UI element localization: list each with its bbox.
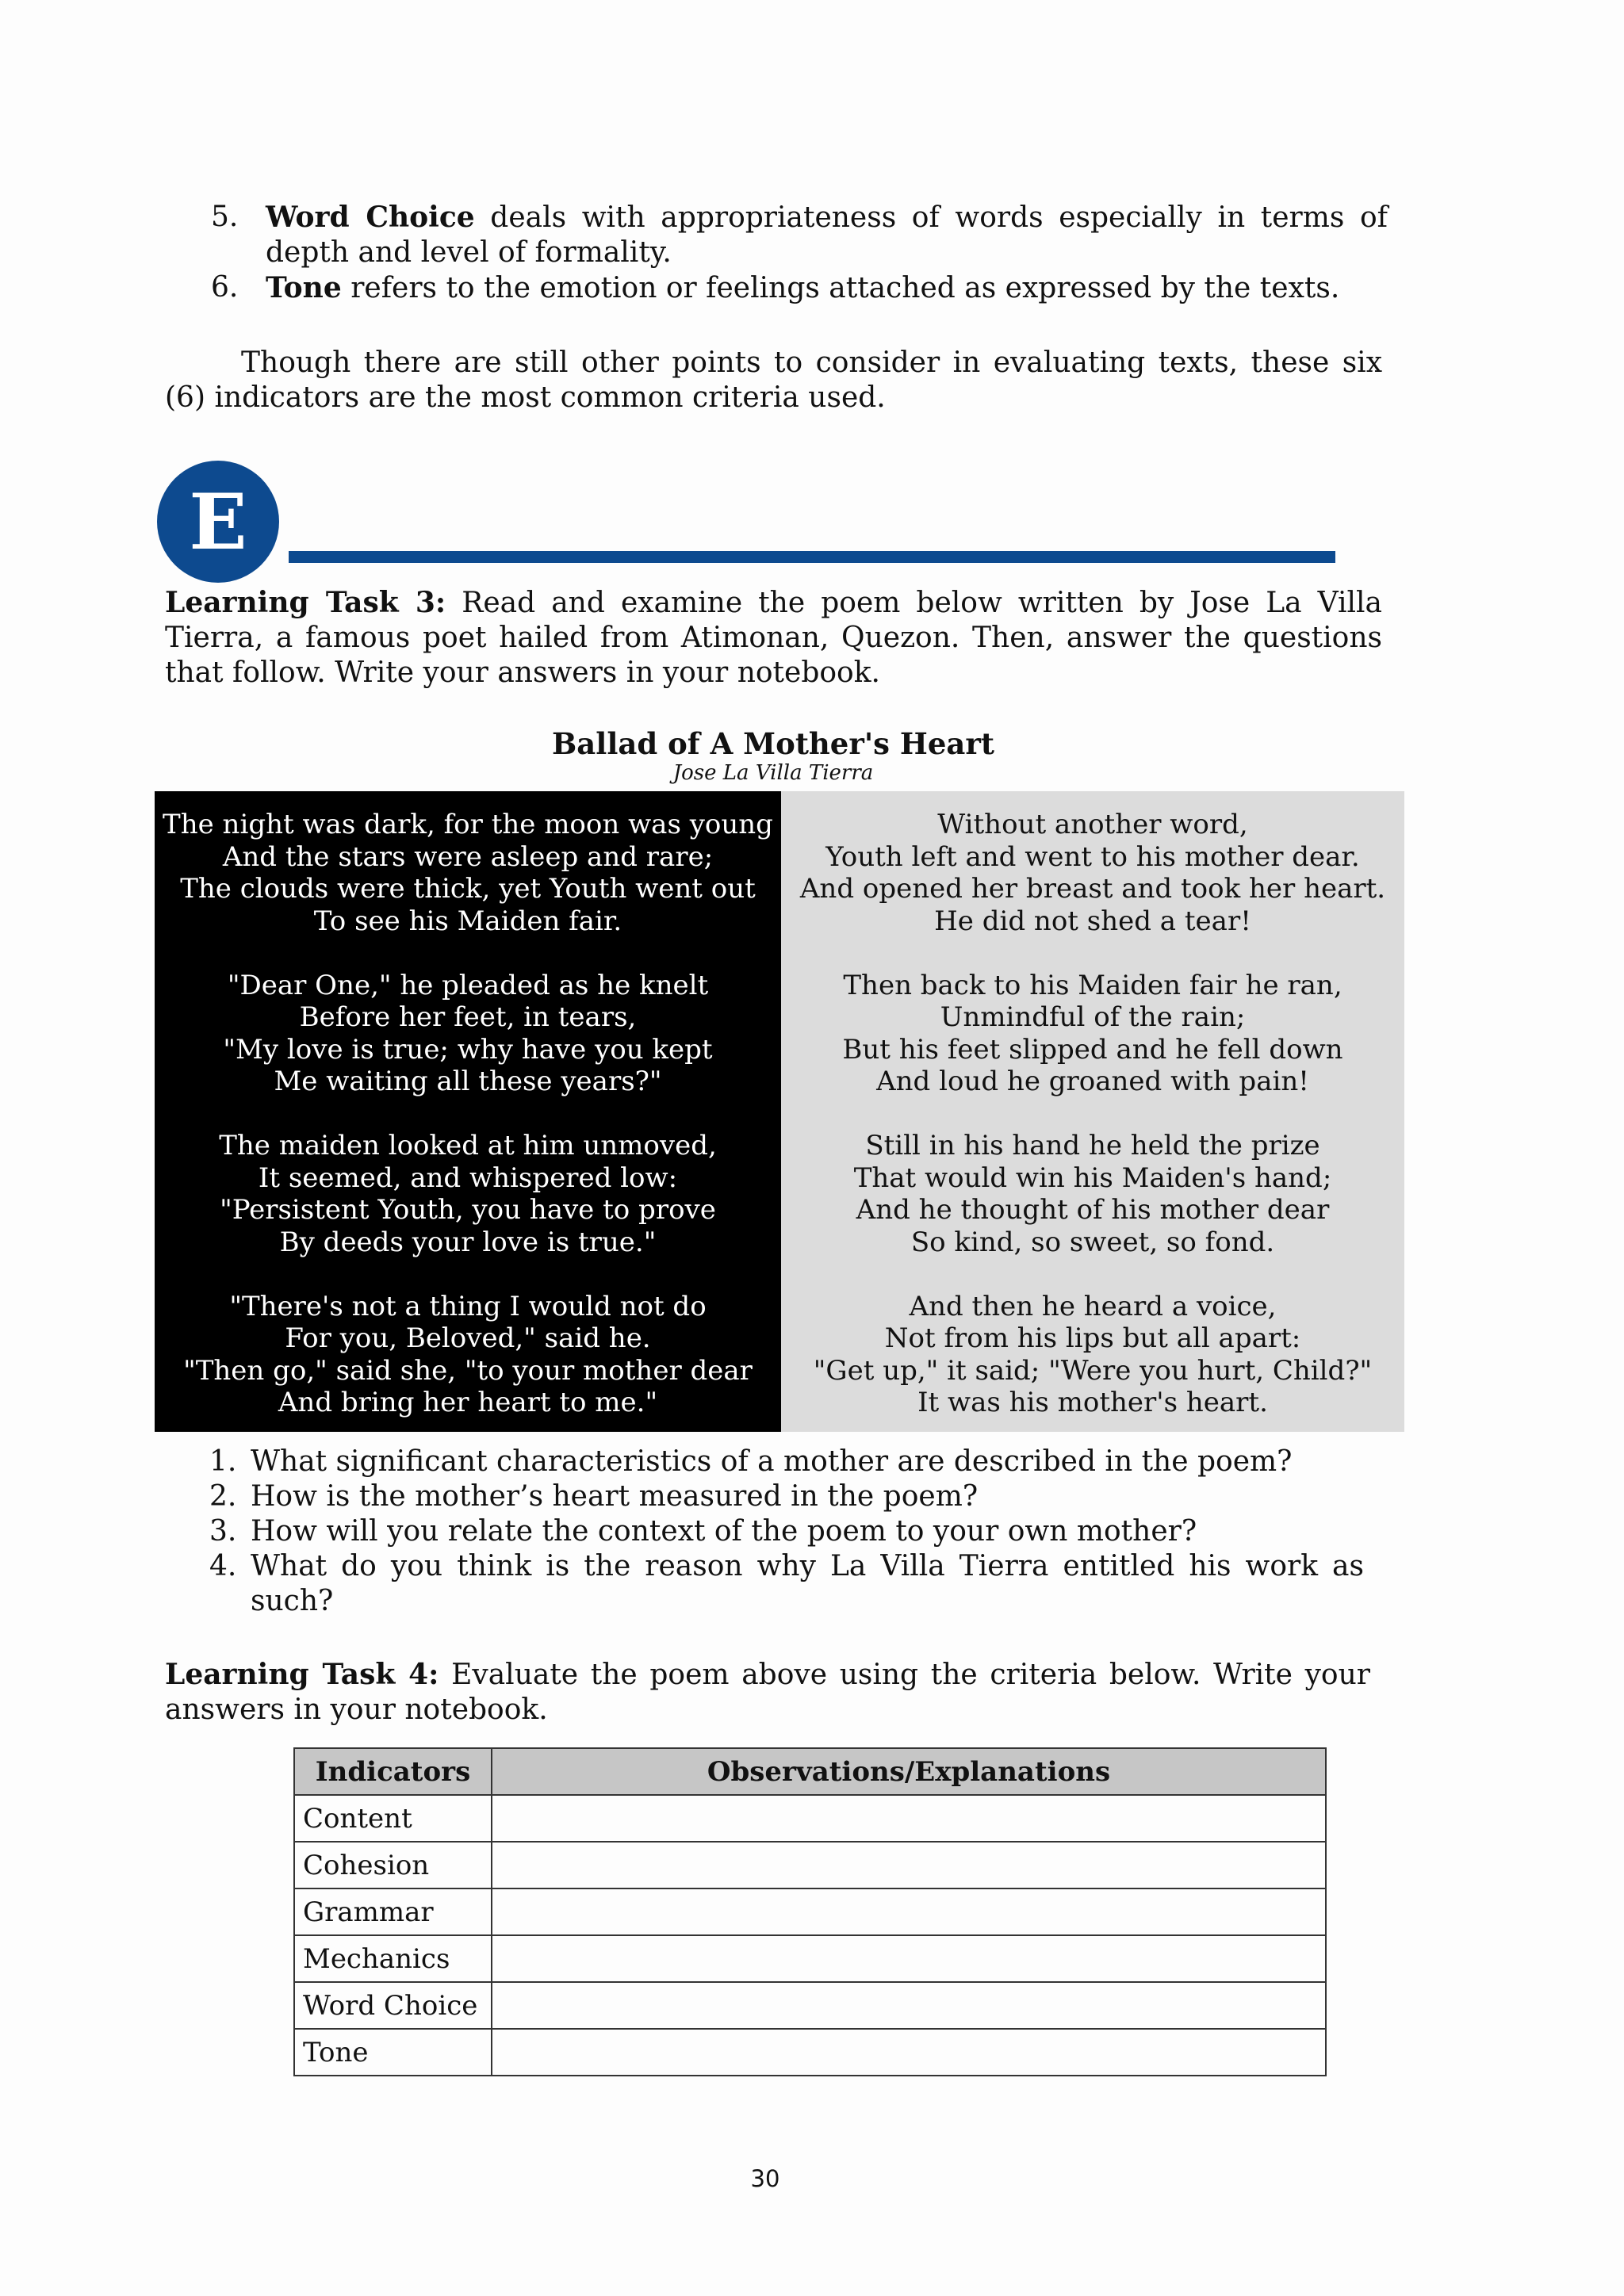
poem-line: The night was dark, for the moon was young (163, 809, 773, 840)
task-4-instructions: Evaluate the poem above using the criteria below. Write your answers in your notebook. (165, 1659, 1370, 1726)
question-text: What significant characteristics of a mother are described in the poem? (251, 1445, 1293, 1478)
question-number: 3. (209, 1515, 237, 1548)
question-item (198, 1514, 1364, 1549)
criteria-number: 5. (211, 201, 239, 233)
poem-line: He did not shed a tear! (934, 905, 1251, 937)
indicator-cell: Word Choice (294, 1982, 492, 2029)
poem-left-column (155, 791, 781, 1432)
page-number: 30 (750, 2165, 780, 2192)
observation-cell (492, 1795, 1326, 1842)
poem-line: The maiden looked at him unmoved, (219, 1130, 717, 1161)
header-indicators: Indicators (294, 1748, 492, 1795)
criteria-number: 6. (211, 271, 239, 304)
poem-line: And loud he groaned with pain! (876, 1066, 1309, 1097)
intro-paragraph: Though there are still other points to consider in evaluating texts, these six (6) indicators are the most common criteria used. (165, 346, 1382, 414)
poem-line: Without another word, (937, 809, 1248, 840)
observation-cell (492, 1888, 1326, 1935)
criteria-term: Word Choice (266, 201, 475, 234)
poem-stanza (155, 1291, 781, 1419)
poem-line: Youth left and went to his mother dear. (825, 840, 1360, 873)
question-text: How will you relate the context of the poem to your own mother? (251, 1515, 1197, 1548)
poem-stanza (155, 1130, 781, 1258)
poem-line: "Get up," it said; "Were you hurt, Child?" (813, 1354, 1373, 1387)
poem-line: The clouds were thick, yet Youth went out (180, 873, 756, 905)
question-item (198, 1549, 1364, 1619)
section-e-badge: E (157, 461, 279, 583)
table-row (294, 1982, 1326, 2029)
observation-cell (492, 1935, 1326, 1982)
table-row (294, 2029, 1326, 2076)
poem-stanza (155, 970, 781, 1098)
table-row (294, 1842, 1326, 1888)
poem-stanza (155, 809, 781, 937)
question-number: 1. (209, 1445, 237, 1478)
task-3-instructions: Read and examine the poem below written by Jose La Villa Tierra, a famous poet hailed from Atimonan, Quezon. Then, answer the questions that follow. Write your answers in your notebook. (165, 587, 1382, 689)
observation-cell (492, 2029, 1326, 2076)
task-4-label: Learning Task 4: (165, 1658, 439, 1691)
indicator-cell: Grammar (294, 1888, 492, 1935)
poem-line: Then back to his Maiden fair he ran, (843, 969, 1342, 1001)
poem-line: But his feet slipped and he fell down (842, 1033, 1343, 1066)
criteria-list (198, 200, 1388, 306)
questions-list (198, 1445, 1364, 1619)
indicator-cell: Content (294, 1795, 492, 1842)
poem-line: Me waiting all these years?" (274, 1066, 662, 1097)
poem-line: It was his mother's heart. (917, 1387, 1268, 1418)
poem-stanza (781, 1291, 1404, 1419)
poem-line: "Dear One," he pleaded as he knelt (227, 969, 709, 1001)
poem-line: Before her feet, in tears, (299, 1001, 637, 1033)
poem-line: To see his Maiden fair. (313, 905, 622, 937)
indicator-cell: Cohesion (294, 1842, 492, 1888)
task-3-label: Learning Task 3: (165, 586, 446, 619)
poem-line: "Persistent Youth, you have to prove (220, 1194, 716, 1226)
poem-line: "My love is true; why have you kept (223, 1033, 713, 1066)
table-row (294, 1795, 1326, 1842)
question-text: What do you think is the reason why La Villa Tierra entitled his work as such? (251, 1550, 1364, 1617)
header-observations: Observations/Explanations (492, 1748, 1326, 1795)
poem-line: Unmindful of the rain; (940, 1001, 1246, 1033)
poem-stanza (781, 809, 1404, 937)
question-number: 2. (209, 1480, 237, 1513)
poem-line: "Then go," said she, "to your mother dear (183, 1354, 753, 1387)
criteria-item (198, 200, 1388, 270)
poem-right-column (781, 791, 1404, 1432)
poem-line: "There's not a thing I would not do (229, 1290, 707, 1322)
poem-line: And the stars were asleep and rare; (222, 840, 714, 873)
section-divider-bar (289, 551, 1335, 563)
indicator-cell: Mechanics (294, 1935, 492, 1982)
indicator-cell: Tone (294, 2029, 492, 2076)
evaluation-table (293, 1747, 1327, 2076)
observation-cell (492, 1982, 1326, 2029)
poem-line: And bring her heart to me." (278, 1387, 658, 1418)
poem-line: By deeds your love is true." (279, 1226, 657, 1258)
learning-task-4 (165, 1657, 1370, 1728)
poem-line: So kind, so sweet, so fond. (910, 1226, 1275, 1258)
poem-line: And opened her breast and took her heart. (799, 873, 1386, 905)
question-item (198, 1479, 1364, 1514)
question-number: 4. (209, 1550, 237, 1582)
poem-title: Ballad of A Mother's Heart (552, 726, 994, 761)
poem-line: It seemed, and whispered low: (258, 1161, 678, 1194)
poem-line: That would win his Maiden's hand; (853, 1161, 1332, 1194)
poem-line: Not from his lips but all apart: (884, 1322, 1301, 1354)
criteria-description: deals with appropriateness of words especially in terms of depth and level of formality. (266, 201, 1388, 269)
poem-line: And then he heard a voice, (909, 1290, 1277, 1322)
question-item (198, 1445, 1364, 1479)
criteria-item (198, 270, 1388, 306)
table-header-row (294, 1748, 1326, 1795)
criteria-term: Tone (266, 271, 342, 304)
observation-cell (492, 1842, 1326, 1888)
poem-stanza (781, 1130, 1404, 1258)
table-row (294, 1888, 1326, 1935)
table-row (294, 1935, 1326, 1982)
poem-line: And he thought of his mother dear (856, 1194, 1330, 1226)
poem-line: Still in his hand he held the prize (865, 1130, 1320, 1161)
question-text: How is the mother’s heart measured in the poem? (251, 1480, 979, 1513)
poem-stanza (781, 970, 1404, 1098)
learning-task-3 (165, 585, 1382, 691)
criteria-description: refers to the emotion or feelings attached as expressed by the texts. (341, 272, 1340, 304)
poem-author: Jose La Villa Tierra (672, 761, 874, 785)
poem-line: For you, Beloved," said he. (285, 1322, 651, 1354)
